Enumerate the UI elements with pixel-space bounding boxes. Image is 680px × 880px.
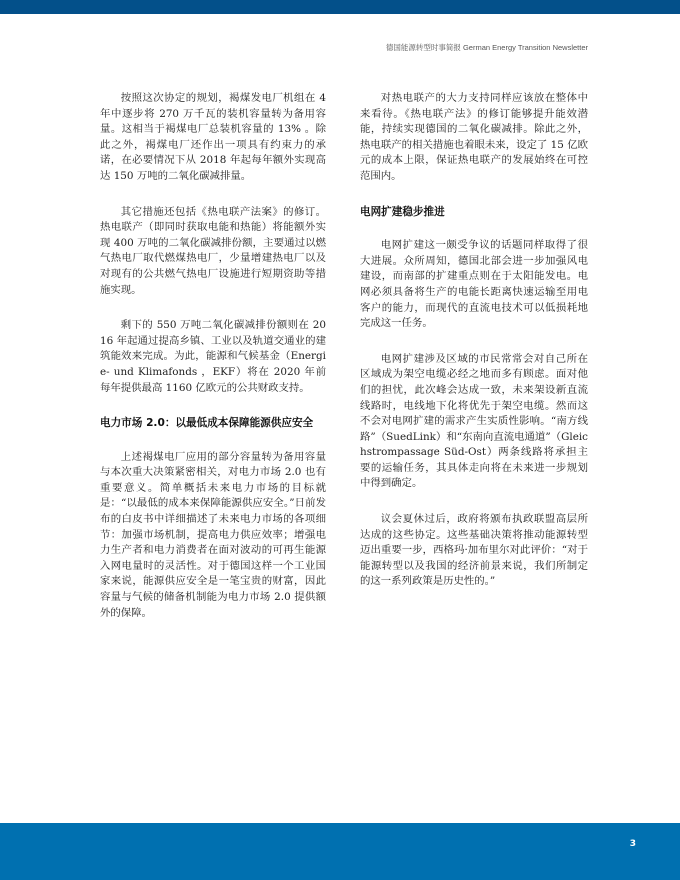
section-heading-power-market: 电力市场 2.0：以最低成本保障能源供应安全 bbox=[100, 417, 314, 430]
paragraph-grid-progress: 电网扩建这一颇受争议的话题同样取得了很大进展。众所周知，德国北部会进一步加强风电建设，而南部的扩建重点则在于太阳能发电。电网必须具备将生产的电能长距离快速运输至用电客户的能力，而现代的直流电技术可以低损耗地完成这一任务。 bbox=[360, 239, 588, 330]
paragraph-lignite-reserve: 按照这次协定的规划，褐煤发电厂机组在 4 年中逐步将 270 万千瓦的装机容量转为备用容量。这相当于褐煤电厂总装机容量的 13% 。除此之外，褐煤电厂还作出一项具有约束力的承诺，在必要情况下从 2018 年起每年额外实现高达 150 万吨的二氧化碳减排量。 bbox=[100, 92, 326, 182]
section-heading-grid-expansion: 电网扩建稳步推进 bbox=[360, 205, 445, 218]
paragraph-grid-concerns: 电网扩建涉及区域的市民常常会对自己所在区域成为架空电缆必经之地而多有顾虑。面对他们的担忧，此次峰会达成一致，未来架设新直流线路时，电线地下化将优先于架空电缆。然而这不会对电网扩建的需求产生实质性影响。“南方线路”（SuedLink）和“东南向直流电通道”（Gleichstrompassage Süd-Ost）两条线路将承担主要的运输任务，其具体走向将在未来进一步规划中得到确定。 bbox=[360, 352, 588, 490]
paragraph-chp-support: 对热电联产的大力支持同样应该放在整体中来看待。《热电联产法》的修订能够提升能效潜能，持续实现德国的二氧化碳减排。除此之外，热电联产的相关措施也着眼未来，设定了 15 亿欧元的成本上限，保证热电联产的发展始终在可控范围内。 bbox=[360, 92, 588, 182]
footer-bar bbox=[0, 823, 680, 880]
running-header: 德国能源转型时事简报 German Energy Transition Newsletter bbox=[385, 43, 588, 52]
paragraph-government-outlook: 议会夏休过后，政府将颁布执政联盟高层所达成的这些协定。这些基础决策将推动能源转型迈出重要一步，西格玛·加布里尔对此评价：“对于能源转型以及我国的经济前景来说，我们所制定的这一系列政策是历史性的。” bbox=[360, 513, 588, 588]
paragraph-remaining-reduction: 剩下的 550 万吨二氧化碳减排份额则在 2016 年起通过提高乡镇、工业以及轨道交通业的建筑能效来完成。为此，能源和气候基金（Energie- und Klimafonds ，EKF）将在 2020 年前每年提供最高 1160 亿欧元的公共财政支持。 bbox=[100, 319, 326, 394]
top-accent-bar bbox=[0, 0, 680, 14]
left-column bbox=[100, 91, 326, 641]
paragraph-chp-law: 其它措施还包括《热电联产法案》的修订。热电联产（即同时获取电能和热能）将能额外实现 400 万吨的二氧化碳减排份额，主要通过以燃气热电厂取代燃煤热电厂，少量增建热电厂以及对现有的公共燃气热电厂设施进行短期资助等措施实现。 bbox=[100, 205, 326, 296]
right-column bbox=[360, 91, 588, 610]
paragraph-power-market: 上述褐煤电厂应用的部分容量转为备用容量与本次重大决策紧密相关，对电力市场 2.0 也有重要意义。简单概括未来电力市场的目标就是：“以最低的成本来保障能源供应安全。”日前发布的白皮书中详细描述了未来电力市场的各项细节：加强市场机制，提高电力供应效率；增强电力生产者和电力消费者在面对波动的可再生能源入网电量时的灵活性。对于德国这样一个工业国家来说，能源供应安全是一笔宝贵的财富，因此容量与气候的储备机制能为电力市场 2.0 提供额外的保障。 bbox=[100, 450, 326, 619]
page-number: 3 bbox=[629, 839, 636, 849]
